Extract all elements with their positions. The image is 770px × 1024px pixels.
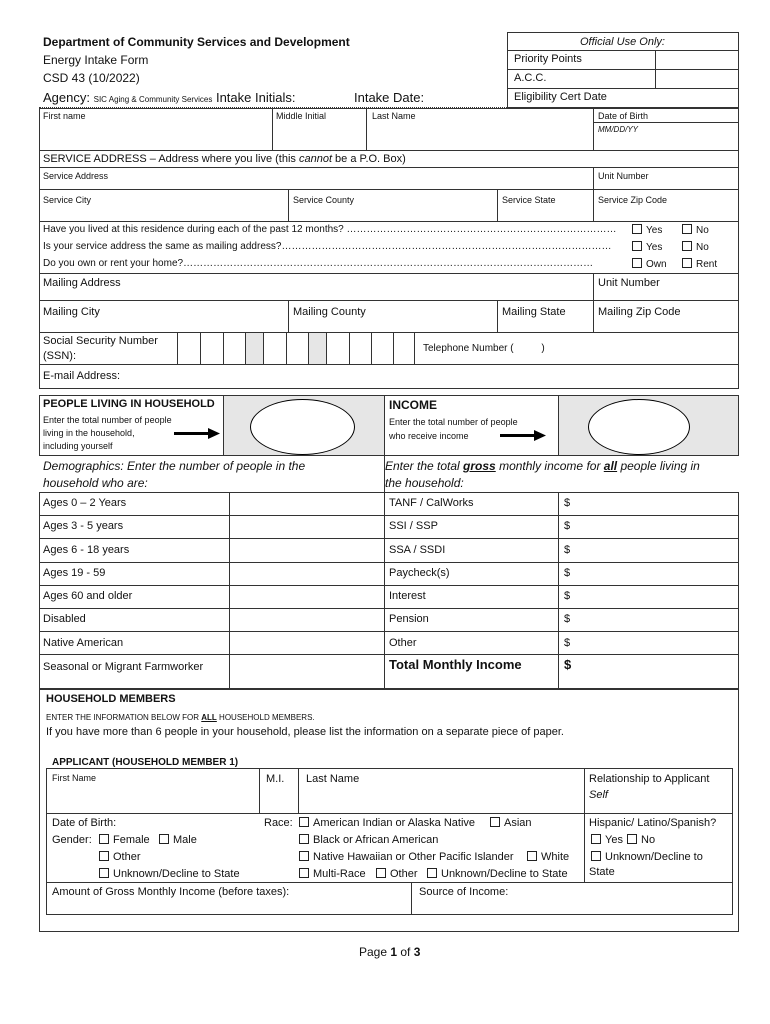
demographics-instruction: Demographics: Enter the number of people in the	[43, 459, 306, 473]
hispanic-yes-checkbox[interactable]: Yes	[591, 834, 623, 846]
col-divider	[497, 300, 498, 332]
mailing-zip-field[interactable]: Mailing Zip Code	[598, 306, 681, 318]
gross-income-field[interactable]: Amount of Gross Monthly Income (before taxes):	[52, 886, 290, 898]
farmworker-row-label: Seasonal or Migrant Farmworker	[43, 661, 204, 673]
race-unknown-checkbox[interactable]: Unknown/Decline to State	[427, 868, 568, 880]
middle-initial-field[interactable]: Middle Initial	[276, 111, 327, 121]
race-white-checkbox[interactable]: White	[527, 851, 569, 863]
mailing-county-field[interactable]: Mailing County	[293, 306, 366, 318]
member-last-name-field[interactable]: Last Name	[306, 773, 360, 785]
service-address-heading: SERVICE ADDRESS – Address where you live (this cannot be a P.O. Box)	[43, 153, 406, 165]
dob-rule	[593, 122, 739, 123]
agency-label: Agency:	[43, 90, 90, 105]
income-amount-instruction: the household:	[385, 476, 464, 490]
total-monthly-income-label: Total Monthly Income	[389, 657, 522, 672]
date-of-birth-field[interactable]: Date of Birth	[598, 111, 649, 121]
disabled-row-label: Disabled	[43, 613, 86, 625]
row-rule	[46, 882, 733, 883]
page-number: Page 1 of 3	[359, 945, 421, 959]
ssn-digit-box[interactable]	[371, 333, 391, 364]
race-asian-checkbox[interactable]: Asian	[490, 817, 532, 829]
gender-female-checkbox[interactable]: Female	[99, 834, 150, 846]
form-name: Energy Intake Form	[43, 53, 149, 67]
ssn-digit-box[interactable]	[286, 333, 306, 364]
arrow-right-icon	[174, 428, 220, 440]
service-zip-field[interactable]: Service Zip Code	[598, 195, 668, 205]
col-divider	[558, 492, 559, 689]
row-rule	[46, 813, 733, 814]
gender-male-checkbox[interactable]: Male	[159, 834, 197, 846]
ssn-digit-box[interactable]	[177, 333, 197, 364]
mailing-city-field[interactable]: Mailing City	[43, 306, 100, 318]
row-rule	[39, 189, 739, 190]
residence-12-months-question: Have you lived at this residence during each of the past 12 months? ………………………………………………………………………	[43, 224, 617, 235]
ssn-digit-box[interactable]	[223, 333, 243, 364]
dollar-sign: $	[564, 497, 571, 509]
income-row-label: Paycheck(s)	[389, 567, 450, 579]
gender-label: Gender:	[52, 834, 92, 846]
residence-no-checkbox[interactable]: No	[682, 224, 709, 236]
col-divider	[558, 395, 559, 456]
col-divider	[259, 768, 260, 813]
income-count-oval[interactable]	[588, 399, 690, 455]
col-divider	[229, 492, 230, 689]
income-instruction: Enter the total number of people	[389, 417, 518, 427]
col-divider	[593, 108, 594, 150]
household-members-title: HOUSEHOLD MEMBERS	[46, 693, 176, 705]
col-divider	[411, 882, 412, 915]
age-row-label: Ages 19 - 59	[43, 567, 106, 579]
income-row-label: TANF / CalWorks	[389, 497, 474, 509]
same-mailing-no-checkbox[interactable]: No	[682, 241, 709, 253]
household-instruction: Enter the total number of people	[43, 415, 172, 425]
race-label: Race:	[264, 817, 293, 829]
official-rule	[507, 50, 739, 51]
intake-initials-label: Intake Initials:	[215, 90, 296, 105]
department-title: Department of Community Services and Development	[43, 35, 350, 49]
income-instruction: who receive income	[389, 431, 469, 441]
income-title: INCOME	[389, 398, 437, 412]
hispanic-unknown-label: State	[589, 866, 615, 878]
age-row-label: Ages 0 – 2 Years	[43, 497, 127, 509]
income-row-label: SSA / SSDI	[389, 544, 446, 556]
row-rule	[39, 167, 739, 168]
native-american-row-label: Native American	[43, 637, 124, 649]
hispanic-unknown-checkbox[interactable]: Unknown/Decline to	[591, 851, 703, 863]
row-rule	[39, 150, 739, 151]
col-divider	[584, 768, 585, 882]
ssn-digit-box[interactable]	[200, 333, 220, 364]
relationship-value: Self	[589, 789, 608, 801]
dob-format-hint: MM/DD/YY	[598, 125, 638, 134]
official-divider	[655, 50, 656, 88]
first-name-field[interactable]: First name	[43, 111, 86, 121]
household-instruction: living in the household,	[43, 428, 135, 438]
applicant-member-title: APPLICANT (HOUSEHOLD MEMBER 1)	[52, 757, 239, 768]
official-use-title: Official Use Only:	[580, 36, 665, 48]
income-row-label: SSI / SSP	[389, 520, 438, 532]
arrow-right-icon	[500, 430, 546, 442]
member-first-name-field[interactable]: First Name	[52, 773, 97, 783]
dollar-sign: $	[564, 590, 571, 602]
ssn-separator	[308, 333, 326, 364]
col-divider	[298, 768, 299, 813]
same-mailing-yes-checkbox[interactable]: Yes	[632, 241, 662, 253]
col-divider	[593, 300, 594, 332]
mailing-unit-number-field[interactable]: Unit Number	[598, 277, 660, 289]
col-divider	[593, 167, 594, 189]
last-name-field[interactable]: Last Name	[372, 111, 416, 121]
col-divider	[414, 333, 415, 364]
eligibility-cert-date-label: Eligibility Cert Date	[514, 91, 607, 103]
official-rule	[507, 69, 739, 70]
gender-other-checkbox[interactable]: Other	[99, 851, 141, 863]
age-row-label: Ages 3 - 5 years	[43, 520, 124, 532]
ssn-separator	[245, 333, 263, 364]
household-instruction: including yourself	[43, 441, 113, 451]
col-divider	[497, 189, 498, 221]
acc-label: A.C.C.	[514, 72, 547, 84]
income-amount-instruction: Enter the total gross monthly income for all people living in	[385, 459, 700, 473]
household-title: PEOPLE LIVING IN HOUSEHOLD	[43, 398, 215, 410]
ssn-label-line1: Social Security Number	[43, 335, 158, 347]
demographics-instruction: household who are:	[43, 476, 148, 490]
dollar-sign: $	[564, 567, 571, 579]
col-divider	[288, 189, 289, 221]
own-checkbox[interactable]: Own	[632, 258, 667, 270]
col-divider	[366, 108, 367, 150]
priority-points-label: Priority Points	[514, 53, 582, 65]
official-rule	[507, 88, 739, 89]
hispanic-label: Hispanic/ Latino/Spanish?	[589, 817, 717, 829]
income-row-label: Interest	[389, 590, 426, 602]
household-count-oval[interactable]	[250, 399, 355, 455]
race-american-indian-checkbox[interactable]: American Indian or Alaska Native	[299, 817, 475, 829]
service-unit-number-field[interactable]: Unit Number	[598, 171, 649, 181]
dollar-sign: $	[564, 613, 571, 625]
income-row-label: Other	[389, 637, 417, 649]
col-divider	[288, 300, 289, 332]
col-divider	[593, 273, 594, 300]
ssn-digit-box[interactable]	[393, 333, 413, 364]
dollar-sign: $	[564, 520, 571, 532]
dollar-sign: $	[564, 544, 571, 556]
service-state-field[interactable]: Service State	[502, 195, 556, 205]
race-multi-checkbox[interactable]: Multi-Race	[299, 868, 366, 880]
relationship-label: Relationship to Applicant	[589, 773, 710, 785]
ssn-digit-box[interactable]	[326, 333, 346, 364]
row-rule	[39, 221, 739, 222]
age-row-label: Ages 6 - 18 years	[43, 544, 130, 556]
service-address-field[interactable]: Service Address	[43, 171, 109, 181]
residence-yes-checkbox[interactable]: Yes	[632, 224, 662, 236]
telephone-number-field[interactable]: Telephone Number ( )	[423, 343, 545, 354]
hispanic-no-checkbox[interactable]: No	[627, 834, 655, 846]
service-city-field[interactable]: Service City	[43, 195, 92, 205]
mailing-address-field[interactable]: Mailing Address	[43, 277, 121, 289]
race-other-checkbox[interactable]: Other	[376, 868, 418, 880]
col-divider	[593, 189, 594, 221]
ssn-digit-box[interactable]	[349, 333, 369, 364]
dollar-sign: $	[564, 637, 571, 649]
household-members-note: If you have more than 6 people in your household, please list the information on a separate piece of paper.	[46, 726, 564, 738]
rent-checkbox[interactable]: Rent	[682, 258, 717, 270]
race-black-checkbox[interactable]: Black or African American	[299, 834, 438, 846]
intake-date-label: Intake Date:	[354, 90, 425, 105]
form-code: CSD 43 (10/2022)	[43, 71, 140, 85]
mailing-state-field[interactable]: Mailing State	[502, 306, 566, 318]
age-row-label: Ages 60 and older	[43, 590, 133, 602]
ssn-label-line2: (SSN):	[43, 350, 76, 362]
ssn-digit-box[interactable]	[263, 333, 283, 364]
agency-value: SIC Aging & Community Services	[93, 95, 213, 104]
agency-line	[43, 90, 295, 105]
col-divider	[223, 395, 224, 456]
source-of-income-field[interactable]: Source of Income:	[419, 886, 509, 898]
race-pacific-islander-checkbox[interactable]: Native Hawaiian or Other Pacific Islander	[299, 851, 514, 863]
service-county-field[interactable]: Service County	[293, 195, 355, 205]
row-rule	[39, 364, 739, 365]
income-row-label: Pension	[389, 613, 429, 625]
col-divider	[272, 108, 273, 150]
same-mailing-question: Is your service address the same as mailing address?………………………………………………………………………………………	[43, 241, 612, 252]
household-members-instruction: ENTER THE INFORMATION BELOW FOR ALL HOUSEHOLD MEMBERS.	[46, 713, 315, 722]
row-rule	[39, 300, 739, 301]
own-rent-question: Do you own or rent your home?……………………………………………………………………………………………………………	[43, 258, 594, 269]
gender-unknown-checkbox[interactable]: Unknown/Decline to State	[99, 868, 240, 880]
email-address-field[interactable]: E-mail Address:	[43, 370, 121, 382]
dollar-sign: $	[564, 657, 572, 672]
member-mi-field[interactable]: M.I.	[266, 773, 285, 785]
row-rule	[39, 273, 739, 274]
member-dob-field[interactable]: Date of Birth:	[52, 817, 117, 829]
